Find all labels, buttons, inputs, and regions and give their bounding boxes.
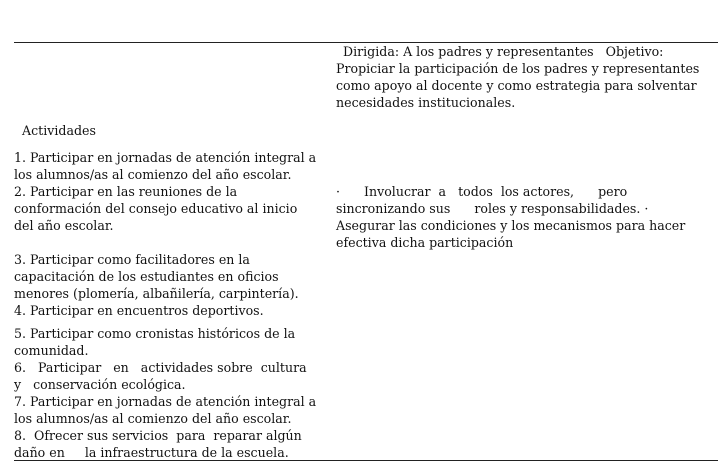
strategy-line: · Involucrar a todos los actores, pero (336, 184, 628, 199)
activity-text: del año escolar. (14, 218, 114, 233)
strategy-line: efectiva dicha participación (336, 235, 514, 250)
strategies-block (336, 183, 685, 251)
activity-item (14, 393, 316, 427)
objective-line: Propiciar la participación de los padres y representantes (336, 61, 700, 76)
activity-text: 4. Participar en encuentros deportivos. (14, 303, 264, 318)
activity-text: 5. Participar como cronistas históricos de la (14, 326, 296, 341)
activity-text: comunidad. (14, 343, 89, 358)
activity-text: los alumnos/as al comienzo del año escolar. (14, 167, 292, 182)
activity-text: 8. Ofrecer sus servicios para reparar algún (14, 428, 302, 443)
strategy-line: Asegurar las condiciones y los mecanismos para hacer (336, 218, 686, 233)
strategy-line: sincronizando sus roles y responsabilidades. · (336, 201, 649, 216)
activity-item (14, 149, 316, 183)
activity-text: daño en la infraestructura de la escuela. (14, 445, 289, 460)
activity-item (14, 251, 299, 302)
activity-text: 1. Participar en jornadas de atención integral a (14, 150, 317, 165)
activity-item (14, 427, 302, 461)
activity-text: 7. Participar en jornadas de atención integral a (14, 394, 317, 409)
activity-text: 2. Participar en las reuniones de la (14, 184, 238, 199)
activity-item (14, 359, 307, 393)
activity-item (14, 302, 264, 319)
activity-text: conformación del consejo educativo al inicio (14, 201, 298, 216)
activity-text: 6. Participar en actividades sobre cultura (14, 360, 307, 375)
objective-line: necesidades institucionales. (336, 95, 516, 110)
bottom-rule (14, 460, 718, 461)
activity-text: y conservación ecológica. (14, 377, 186, 392)
dirigida-line: Dirigida: A los padres y representantes Objetivo: (343, 44, 664, 59)
activity-text: los alumnos/as al comienzo del año escolar. (14, 411, 292, 426)
activity-text: menores (plomería, albañilería, carpintería). (14, 286, 299, 301)
activity-text: 3. Participar como facilitadores en la (14, 252, 250, 267)
activity-item (14, 183, 297, 234)
activity-text: capacitación de los estudiantes en oficios (14, 269, 279, 284)
activities-heading: Actividades (22, 123, 96, 138)
objective-line: como apoyo al docente y como estrategia para solventar (336, 78, 697, 93)
activity-item (14, 325, 295, 359)
objective-block (336, 43, 699, 111)
